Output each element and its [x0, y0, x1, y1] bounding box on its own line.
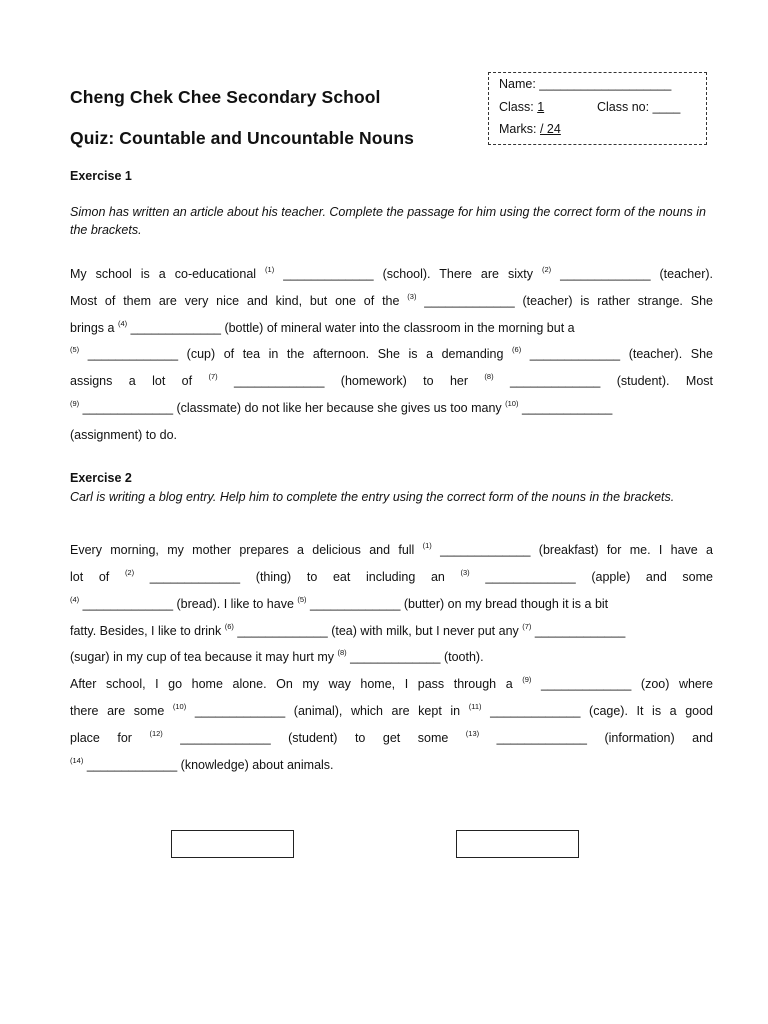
class-label: Class: [499, 100, 538, 114]
question-number: (5) [297, 595, 307, 604]
question-number: (11) [468, 702, 482, 711]
exercise1-line: $^{(5)}$ _____________ (cup) of tea in the afternoon. She is a demanding $^{(6)}$ _____________ (teacher). She [70, 345, 713, 361]
question-number: (4) [70, 595, 80, 604]
empty-box-left [171, 830, 294, 858]
exercise1-line: My school is a co-educational $^{(1)}$ _____________ (school). There are sixty $^{(2)}$ _____________ (teacher). [70, 265, 714, 281]
exercise2-line: fatty. Besides, I like to drink $^{(6)}$ _____________ (tea) with milk, but I never put any $^{(7)}$ _____________ [70, 622, 626, 638]
question-number: (3) [460, 568, 470, 577]
exercise1-line: $^{(9)}$ _____________ (classmate) do not like her because she gives us too many $^{(10)}$ _____________ [70, 399, 613, 415]
exercise1-heading: Exercise 1 [70, 169, 132, 183]
exercise2-line: Every morning, my mother prepares a delicious and full $^{(1)}$ _____________ (breakfast) for me. I have a [70, 541, 713, 557]
class-no-field: Class no: ____ [597, 100, 681, 114]
question-number: (8) [484, 372, 494, 381]
exercise2-line: $^{(14)}$ _____________ (knowledge) about animals. [70, 756, 334, 772]
class-value: 1 [537, 100, 545, 114]
question-number: (7) [522, 622, 532, 631]
exercise1-line: brings a $^{(4)}$ _____________ (bottle) of mineral water into the classroom in the morning but a [70, 319, 575, 335]
exercise1-line: assigns a lot of $^{(7)}$ _____________ (homework) to her $^{(8)}$ _____________ (student). Most [70, 372, 713, 388]
question-number: (8) [337, 648, 347, 657]
question-number: (5) [70, 345, 80, 354]
question-number: (2) [541, 265, 552, 274]
question-number: (3) [407, 292, 417, 301]
question-number: (12) [149, 729, 163, 738]
exercise2-heading: Exercise 2 [70, 471, 132, 485]
class-field [499, 100, 544, 114]
question-number: (10) [505, 399, 519, 408]
marks-label: Marks: [499, 122, 540, 136]
name-field: Name: ___________________ [499, 77, 672, 91]
exercise2-line: there are some $^{(10)}$ _____________ (animal), which are kept in $^{(11)}$ _____________ (cage). It is a good [70, 702, 714, 718]
question-number: (9) [522, 675, 532, 684]
exercise1-line: Most of them are very nice and kind, but one of the $^{(3)}$ _____________ (teacher) is rather strange. She [70, 292, 713, 308]
question-number: (4) [117, 319, 128, 328]
question-number: (6) [512, 345, 522, 354]
exercise2-line: After school, I go home alone. On my way home, I pass through a $^{(9)}$ _____________ (zoo) where [70, 675, 713, 691]
question-number: (2) [124, 568, 135, 577]
exercise2-line: lot of $^{(2)}$ _____________ (thing) to eat including an $^{(3)}$ _____________ (apple) and some [70, 568, 713, 584]
exercise1-line: (assignment) to do. [70, 428, 177, 442]
question-number: (1) [265, 265, 275, 274]
question-number: (13) [465, 729, 480, 738]
question-number: (6) [224, 622, 234, 631]
student-info-box [488, 72, 707, 145]
exercise2-line: (sugar) in my cup of tea because it may hurt my $^{(8)}$ _____________ (tooth). [70, 648, 484, 664]
exercise1-instruction: Simon has written an article about his teacher. Complete the passage for him using the correct form of the nouns in the brackets. [70, 205, 706, 237]
exercise2-instruction: Carl is writing a blog entry. Help him to complete the entry using the correct form of the nouns in the brackets. [70, 490, 675, 504]
question-number: (1) [422, 541, 432, 550]
marks-value: / 24 [539, 122, 561, 136]
empty-box-right [456, 830, 579, 858]
exercise2-line: place for $^{(12)}$ _____________ (student) to get some $^{(13)}$ _____________ (information) and [70, 729, 713, 745]
marks-field [499, 122, 561, 136]
exercise2-line: $^{(4)}$ _____________ (bread). I like to have $^{(5)}$ _____________ (butter) on my bread though it is a bit [70, 595, 609, 611]
question-number: (10) [172, 702, 187, 711]
question-number: (7) [208, 372, 218, 381]
question-number: (9) [70, 399, 80, 408]
school-name: Cheng Chek Chee Secondary School [70, 87, 381, 107]
quiz-title: Quiz: Countable and Uncountable Nouns [70, 128, 414, 148]
question-number: (14) [70, 756, 84, 765]
